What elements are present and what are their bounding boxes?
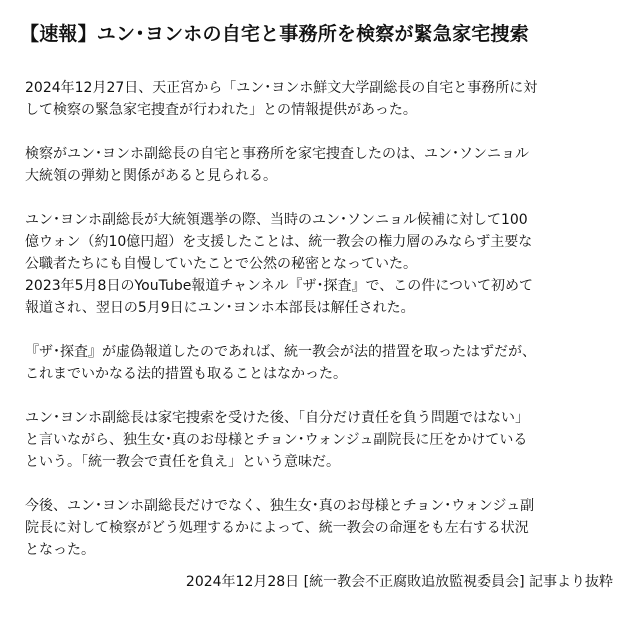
paragraph-line: 大統領の弾劾と関係があると見られる。 — [25, 168, 277, 184]
paragraph-line: 『ザ･探査』が虚偽報道したのであれば、統一教会が法的措置を取ったはずだが、 — [25, 344, 536, 360]
paragraph-line: して検察の緊急家宅捜査が行われた」との情報提供があった。 — [25, 102, 417, 118]
paragraph-1 — [25, 77, 617, 121]
paragraph-line: 2023年5月8日のYouTube報道チャンネル『ザ･探査』で、この件について初めて — [25, 278, 533, 294]
paragraph-line: 2024年12月27日、天正宮から「ユン･ヨンホ鮮文大学副総長の自宅と事務所に対 — [25, 80, 538, 96]
paragraph-2 — [25, 143, 617, 187]
paragraph-line: ユン･ヨンホ副総長は家宅捜索を受けた後、「自分だけ責任を負う問題ではない」 — [25, 410, 529, 426]
paragraph-line: 検察がユン･ヨンホ副総長の自宅と事務所を家宅捜査したのは、ユン･ソンニョル — [25, 146, 529, 162]
paragraph-line: 報道され、翌日の5月9日にユン･ヨンホ本部長は解任された。 — [25, 300, 415, 316]
article-body — [25, 77, 617, 583]
paragraph-line: 今後、ユン･ヨンホ副総長だけでなく、独生女･真のお母様とチョン･ウォンジュ副 — [25, 498, 535, 514]
paragraph-line: 院長に対して検察がどう処理するかによって、統一教会の命運をも左右する状況 — [25, 520, 529, 536]
paragraph-6 — [25, 407, 617, 473]
paragraph-3 — [25, 209, 617, 275]
paragraph-5 — [25, 341, 617, 385]
paragraph-7 — [25, 495, 617, 561]
paragraph-4 — [25, 275, 617, 319]
paragraph-line: ユン･ヨンホ副総長が大統領選挙の際、当時のユン･ソンニョル候補に対して100 — [25, 212, 528, 228]
paragraph-line: 公職者たちにも自慢していたことで公然の秘密となっていた。 — [25, 256, 417, 272]
source-credit: 2024年12月28日 [統一教会不正腐敗追放監視委員会] 記事より抜粋 — [185, 574, 613, 590]
paragraph-line: と言いながら、独生女･真のお母様とチョン･ウォンジュ副院長に圧をかけている — [25, 432, 528, 448]
paragraph-line: 億ウォン（約10億円超）を支援したことは、統一教会の権力層のみならず主要な — [25, 234, 533, 250]
article-title: 【速報】ユン･ヨンホの自宅と事務所を検察が緊急家宅捜索 — [20, 23, 529, 45]
paragraph-line: となった。 — [25, 542, 95, 558]
paragraph-line: これまでいかなる法的措置も取ることはなかった。 — [25, 366, 347, 382]
paragraph-line: という。「統一教会で責任を負え」という意味だ。 — [25, 454, 340, 470]
